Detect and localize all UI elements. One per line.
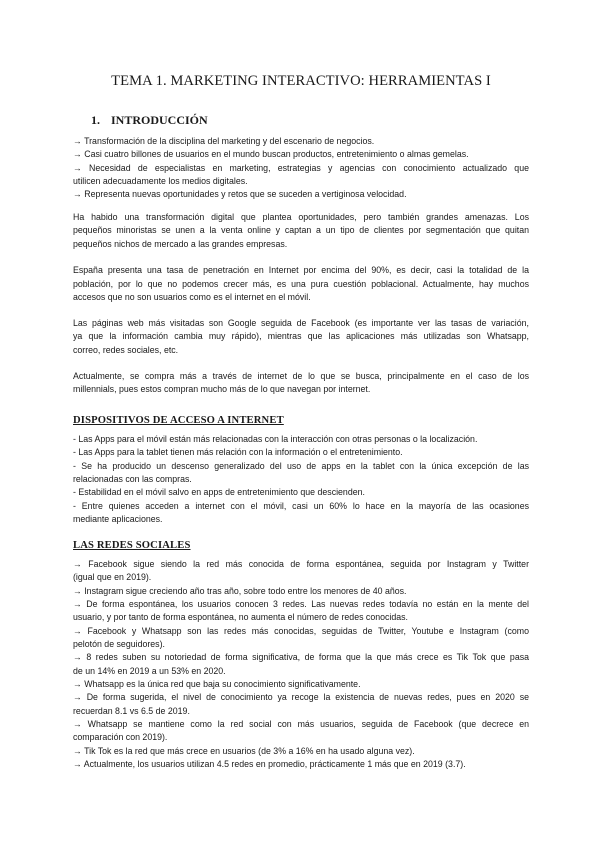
text-line: → De forma espontánea, los usuarios conocen 3 redes. Las nuevas redes todavía no están en la mente del: [73, 599, 529, 609]
text-line: recuerdan 8.1 vs 6.5 de 2019.: [73, 706, 190, 716]
document-title: TEMA 1. MARKETING INTERACTIVO: HERRAMIENTAS I: [111, 73, 491, 89]
text-line: → Instagram sigue creciendo año tras año, sobre todo entre los menores de 40 años.: [73, 586, 407, 596]
text-line: → Representa nuevas oportunidades y retos que se suceden a vertiginosa velocidad.: [73, 189, 407, 199]
text-line: - Estabilidad en el móvil salvo en apps de entretenimiento que descienden.: [73, 487, 365, 497]
text-line: → Facebook y Whatsapp son las redes más conocidas, seguidas de Twitter, Youtube e Instagram (como: [73, 626, 529, 636]
text-line: usuario, y por tanto de forma espontánea, no aumenta el número de redes conocidas.: [73, 612, 408, 622]
text-line: España presenta una tasa de penetración en Internet por encima del 90%, es decir, casi la totalidad de la: [73, 265, 529, 275]
text-line: pequeños nichos de mercado a las grandes empresas.: [73, 239, 288, 249]
text-line: → Casi cuatro billones de usuarios en el mundo buscan productos, entretenimiento o almas gemelas.: [73, 149, 469, 159]
text-line: → Necesidad de especialistas en marketing, estrategias y agencias con conocimiento actualizado que: [73, 163, 529, 173]
text-line: → Actualmente, los usuarios utilizan 4.5 redes en promedio, prácticamente 1 más que en 2019 (3.7).: [73, 759, 466, 769]
text-line: accesos que no son usuarios como es el internet en el móvil.: [73, 292, 311, 302]
text-line: relacionadas con las compras.: [73, 474, 192, 484]
text-line: - Se ha producido un descenso generalizado del uso de apps en la tablet con la única excepción de las: [73, 461, 529, 471]
text-line: (igual que en 2019).: [73, 572, 152, 582]
section-heading-dispositivos: DISPOSITIVOS DE ACCESO A INTERNET: [73, 415, 284, 426]
section-title: INTRODUCCIÓN: [111, 113, 208, 127]
section-heading-introduccion: [91, 113, 208, 128]
text-line: ya que la información cambia muy rápido), mientras que las aplicaciones más utilizadas son Whatsapp,: [73, 331, 529, 341]
text-line: mediante aplicaciones.: [73, 514, 163, 524]
text-line: Las páginas web más visitadas son Google seguida de Facebook (es importante ver las tasas de variación,: [73, 318, 529, 328]
section-number: 1.: [91, 113, 100, 127]
text-line: → Transformación de la disciplina del marketing y del escenario de negocios.: [73, 136, 375, 146]
text-line: comparación con 2019).: [73, 732, 168, 742]
text-line: pequeños minoristas se unen a la venta online y captan a un tipo de clientes por segmentación que quitan: [73, 225, 529, 235]
text-line: - Las Apps para la tablet tienen más relación con la información o el entretenimiento.: [73, 447, 403, 457]
text-line: millennials, pues estos compran mucho más de lo que navegan por internet.: [73, 384, 371, 394]
text-line: → Whatsapp es la única red que baja su conocimiento significativamente.: [73, 679, 361, 689]
text-line: pelotón de seguidores).: [73, 639, 165, 649]
section-heading-redes-sociales: LAS REDES SOCIALES: [73, 540, 191, 551]
text-line: - Las Apps para el móvil están más relacionadas con la interacción con otras personas o la localización.: [73, 434, 478, 444]
text-line: → Facebook sigue siendo la red más conocida de forma espontánea, seguida por Instagram y Twitter: [73, 559, 529, 569]
text-line: → De forma sugerida, el nivel de conocimiento ya recoge la existencia de nuevas redes, pues en 2020 se: [73, 692, 529, 702]
text-line: Ha habido una transformación digital que plantea oportunidades, pero también grandes amenazas. Los: [73, 212, 529, 222]
text-line: Actualmente, se compra más a través de internet de lo que se busca, principalmente en el caso de los: [73, 371, 529, 381]
text-line: → 8 redes suben su notoriedad de forma significativa, de forma que la que más crece es Tik Tok que pasa: [73, 652, 529, 662]
text-line: → Whatsapp se mantiene como la red social con más usuarios, seguida de Facebook (que decrece en: [73, 719, 529, 729]
text-line: utilicen adecuadamente los medios digitales.: [73, 176, 248, 186]
text-line: → Tik Tok es la red que más crece en usuarios (de 3% a 16% en ha usado alguna vez).: [73, 746, 415, 756]
text-line: población, por lo que no podemos crecer más, es una pura cuestión poblacional. Actualmente, hay muchos: [73, 279, 529, 289]
text-line: de un 14% en 2019 a un 53% en 2020.: [73, 666, 226, 676]
text-line: - Entre quienes acceden a internet con el móvil, casi un 60% lo hace en la mayoría de las ocasiones: [73, 501, 529, 511]
text-line: correo, redes sociales, etc.: [73, 345, 179, 355]
